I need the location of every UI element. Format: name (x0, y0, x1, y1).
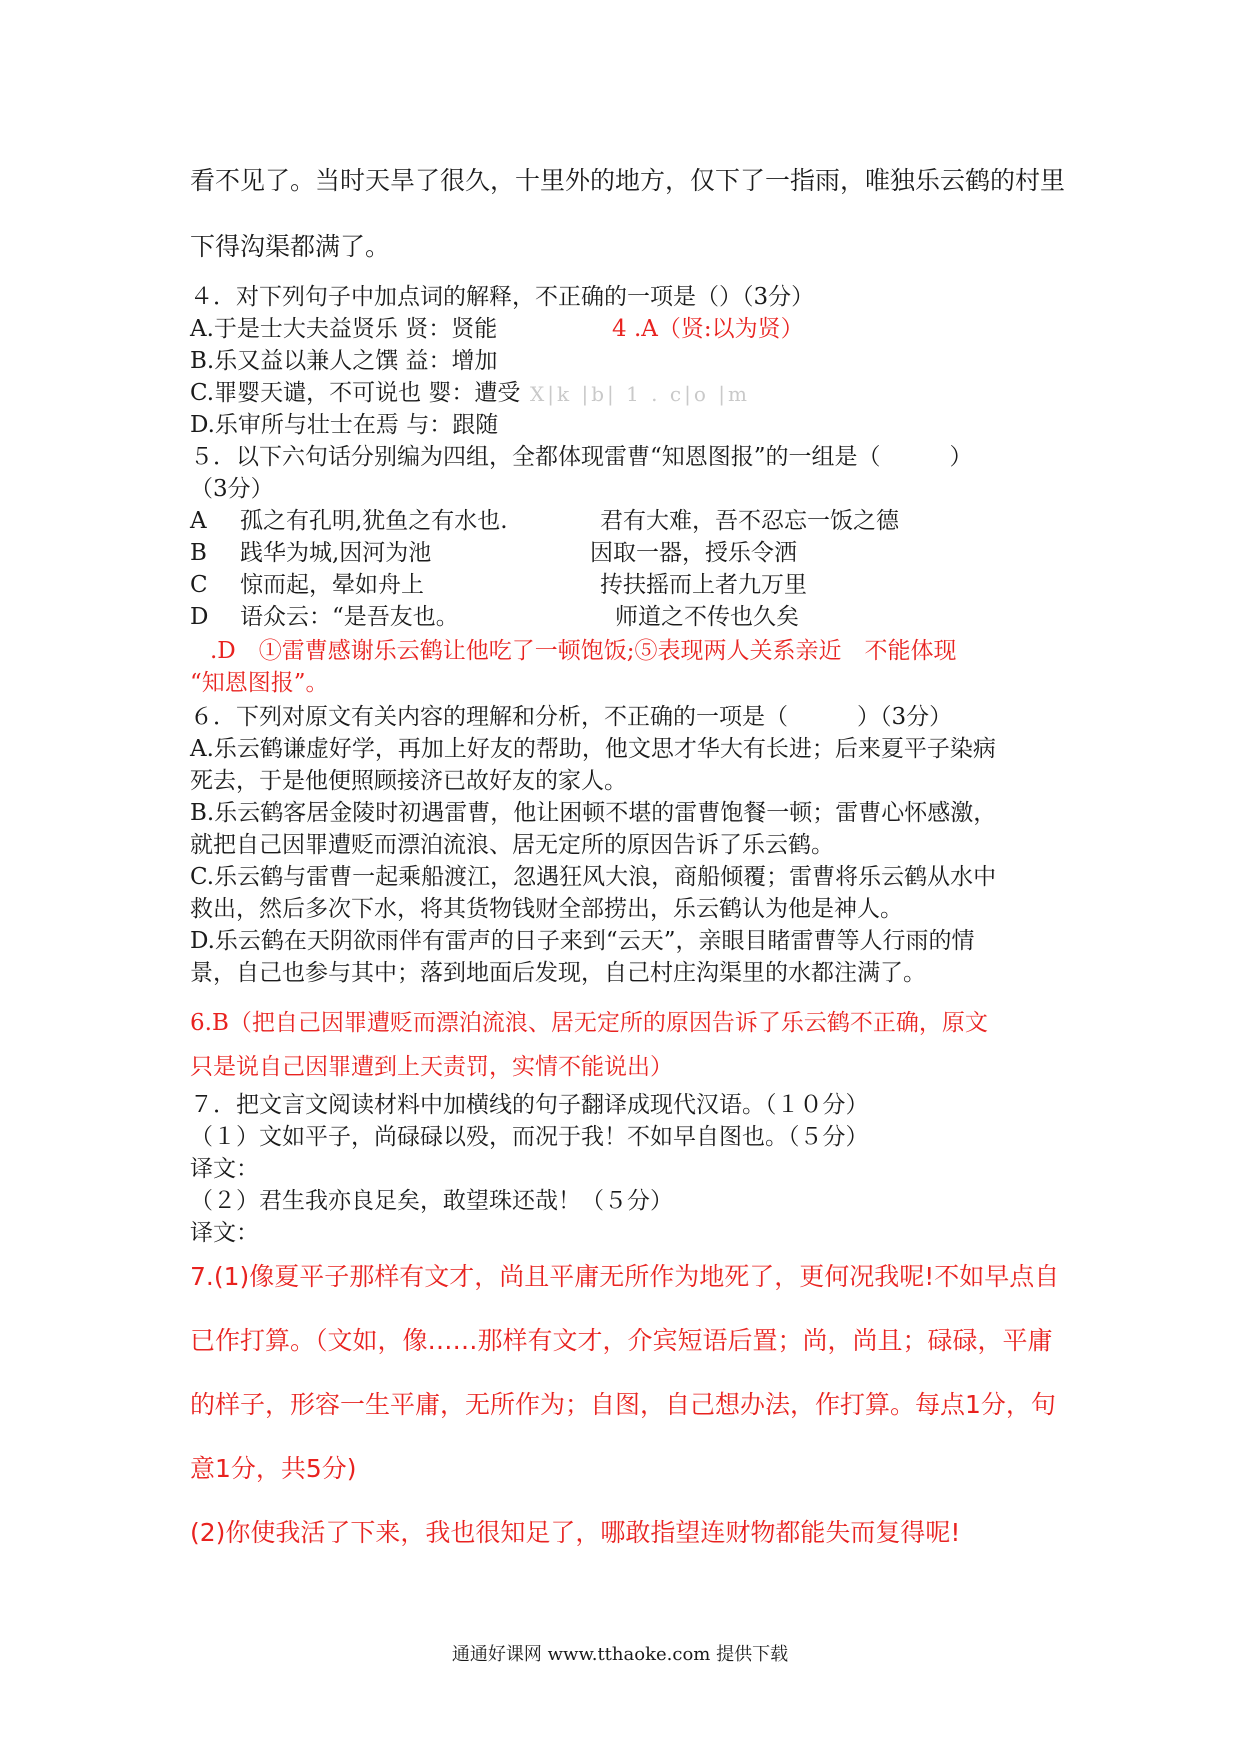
q7-answer-line: 7.(1)像夏平子那样有文才，尚且平庸无所作为地死了，更何况我呢!不如早点自 (190, 1262, 1060, 1291)
q4-answer: 4 .A（贤:以为贤） (612, 316, 804, 342)
q5-row-second: 君有大难，吾不忍忘一饭之德 (600, 508, 899, 534)
q6-answer-line-2: 只是说自己因罪遭到上天责罚，实情不能说出） (190, 1054, 673, 1080)
intro-line-1: 看不见了。当时天旱了很久，十里外的地方，仅下了一指雨，唯独乐云鹤的村里 (190, 166, 1066, 195)
intro-line-2: 下得沟渠都满了。 (190, 232, 391, 261)
watermark-text: X|k |b| 1 . c|o |m (530, 382, 750, 406)
q5-row-label: D (190, 604, 209, 630)
q6-line: D.乐云鹤在天阴欲雨伴有雷声的日子来到“云天”，亲眼目睹雷曹等人行雨的情 (190, 928, 975, 954)
q5-row-d (190, 602, 799, 632)
q7-answer-line: (2)你使我活了下来，我也很知足了，哪敢指望连财物都能失而复得呢! (190, 1518, 961, 1547)
q7-answer-line: 已作打算。（文如，像……那样有文才，介宾短语后置；尚，尚且；碌碌，平庸 (190, 1326, 1053, 1355)
page-footer: 通通好课网 www.tthaoke.com 提供下载 (451, 1644, 789, 1665)
q5-row-label: C (190, 572, 208, 598)
q6-line: 就把自己因罪遭贬而漂泊流浪、居无定所的原因告诉了乐云鹤。 (190, 832, 834, 858)
q5-answer-line-1: .D ①雷曹感谢乐云鹤让他吃了一顿饱饭;⑤表现两人关系亲近 不能体现 (210, 638, 957, 664)
q5-row-first: 惊而起，晕如舟上 (240, 572, 424, 598)
q4-option-c: C.罪婴天谴，不可说也 婴：遭受 (190, 380, 521, 406)
q6-line: A.乐云鹤谦虚好学，再加上好友的帮助，他文思才华大有长进；后来夏平子染病 (190, 736, 996, 762)
q5-row-a (190, 506, 899, 536)
q6-answer-line-1: 6.B（把自己因罪遭贬而漂泊流浪、居无定所的原因告诉了乐云鹤不正确，原文 (190, 1010, 988, 1036)
q4-option-a: A.于是士大夫益贤乐 贤：贤能 (190, 316, 498, 342)
q6-line: C.乐云鹤与雷曹一起乘船渡江，忽遇狂风大浪，商船倾覆；雷曹将乐云鹤从水中 (190, 864, 997, 890)
q5-row-c (190, 570, 807, 600)
q4-option-b: B.乐又益以兼人之馔 益：增加 (190, 348, 498, 374)
q5-row-second: 师道之不传也久矣 (615, 604, 799, 630)
q5-score: （3分） (190, 476, 274, 502)
q7-sentence-2: （２）君生我亦良足矣，敢望珠还哉！（５分） (190, 1188, 673, 1214)
q6-line: B.乐云鹤客居金陵时初遇雷曹，他让困顿不堪的雷曹饱餐一顿；雷曹心怀感激， (190, 800, 997, 826)
q6-stem: ６．下列对原文有关内容的理解和分析，不正确的一项是（ ）（3分） (190, 704, 953, 730)
q6-line: 死去，于是他便照顾接济已故好友的家人。 (190, 768, 627, 794)
q5-row-first: 孤之有孔明,犹鱼之有水也. (240, 508, 508, 534)
q6-line: 救出，然后多次下水，将其货物钱财全部捞出，乐云鹤认为他是神人。 (190, 896, 903, 922)
q4-stem: ４．对下列句子中加点词的解释，不正确的一项是（）（3分） (190, 284, 815, 310)
q7-sentence-1: （１）文如平子，尚碌碌以殁，而况于我！不如早自图也。（５分） (190, 1124, 869, 1150)
q5-row-label: A (190, 508, 207, 534)
q5-row-label: B (190, 540, 207, 566)
q5-stem: ５．以下六句话分别编为四组，全都体现雷曹“知恩图报”的一组是（ ） (190, 444, 973, 470)
q7-answer-line: 意1分，共5分) (190, 1454, 357, 1483)
q5-row-second: 因取一器，授乐令洒 (590, 540, 797, 566)
q5-row-second: 抟扶摇而上者九万里 (600, 572, 807, 598)
q7-stem: ７．把文言文阅读材料中加横线的句子翻译成现代汉语。（１０分） (190, 1092, 869, 1118)
q4-option-d: D.乐审所与壮士在焉 与：跟随 (190, 412, 499, 438)
q7-translation-label-1: 译文： (190, 1156, 259, 1182)
q7-answer-line: 的样子，形容一生平庸，无所作为；自图，自己想办法，作打算。每点1分，句 (190, 1390, 1056, 1419)
q7-translation-label-2: 译文： (190, 1220, 259, 1246)
q5-row-first: 践华为城,因河为池 (240, 540, 432, 566)
q5-row-b (190, 538, 797, 568)
q5-answer-line-2: “知恩图报”。 (190, 670, 329, 696)
q5-row-first: 语众云：“是吾友也。 (240, 604, 459, 630)
q6-line: 景，自己也参与其中；落到地面后发现，自己村庄沟渠里的水都注满了。 (190, 960, 926, 986)
